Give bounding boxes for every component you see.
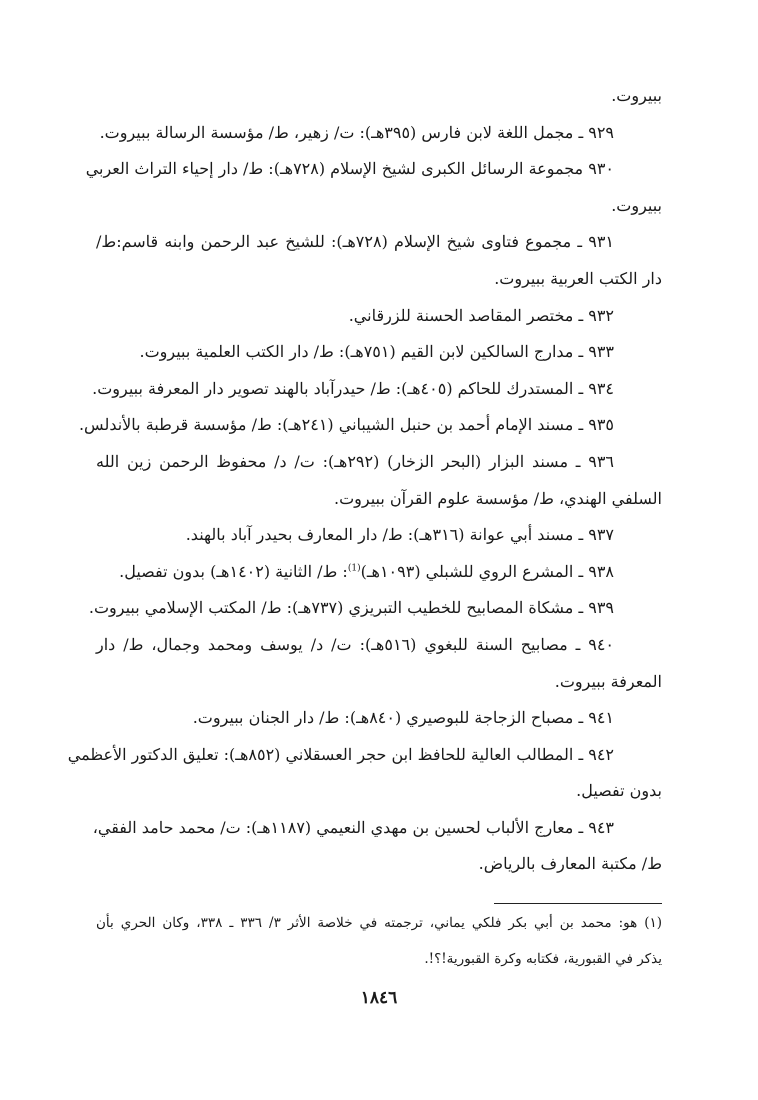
entry-line	[96, 444, 662, 481]
entry-line	[92, 371, 662, 408]
footnote-line	[96, 941, 662, 977]
entry-line	[96, 115, 662, 152]
entry-line	[92, 810, 662, 847]
entry-text: المعرفة ببيروت.	[554, 671, 662, 691]
entry-text: ط/ مكتبة المعارف بالرياض.	[478, 854, 662, 874]
entry-line	[96, 700, 662, 737]
entry-line	[88, 590, 662, 627]
page-number: ١٨٤٦	[360, 988, 398, 1008]
entry-line	[96, 773, 662, 810]
entry-line	[96, 261, 662, 298]
entry-text: ٩٣٨ ـ المشرع الروي للشبلي (١٠٩٣هـ)	[360, 561, 614, 581]
entry-line	[96, 334, 662, 371]
footnote-separator	[494, 903, 662, 904]
entry-text: ٩٣١ ـ مجموع فتاوى شيخ الإسلام (٧٢٨هـ): للشيخ عبد الرحمن وابنه قاسم:ط/	[96, 232, 615, 252]
entry-text: ٩٣٤ ـ المستدرك للحاكم (٤٠٥هـ): ط/ حيدرآباد بالهند تصوير دار المعرفة ببيروت.	[92, 378, 614, 398]
entry-text: ٩٤٣ ـ معارج الألباب لحسين بن مهدي النعيمي (١١٨٧هـ): ت/ محمد حامد الفقي،	[92, 817, 614, 837]
footnote-line	[96, 905, 662, 941]
entry-text: ٩٣٥ ـ مسند الإمام أحمد بن حنبل الشيباني (٢٤١هـ): ط/ مؤسسة قرطبة بالأندلس.	[78, 415, 614, 435]
entry-line	[96, 188, 662, 225]
entry-line	[85, 151, 662, 188]
entry-text: ٩٤٢ ـ المطالب العالية للحافظ ابن حجر العسقلاني (٨٥٢هـ): تعليق الدكتور الأعظمي	[67, 744, 614, 764]
footnote-text: (١) هو: محمد بن أبي بكر فلكي يماني، ترجمته في خلاصة الأثر ٣/ ٣٣٦ ـ ٣٣٨، وكان الحري بأن	[96, 915, 663, 931]
footnotes	[96, 905, 662, 977]
entry-line	[96, 517, 662, 554]
entry-line	[96, 664, 662, 701]
bibliography-list	[67, 78, 662, 883]
entry-line	[67, 737, 662, 774]
entry-text: ٩٤١ ـ مصباح الزجاجة للبوصيري (٨٤٠هـ): ط/ دار الجنان ببيروت.	[192, 708, 614, 728]
entry-line	[78, 407, 662, 444]
entry-text: ٩٣٢ ـ مختصر المقاصد الحسنة للزرقاني.	[348, 305, 614, 325]
entry-line	[96, 846, 662, 883]
entry-text: ٩٤٠ ـ مصابيح السنة للبغوي (٥١٦هـ): ت/ د/ يوسف ومحمد وجمال، ط/ دار	[96, 634, 615, 654]
entry-line	[96, 224, 662, 261]
entry-line	[96, 481, 662, 518]
entry-text: ٩٣٦ ـ مسند البزار (البحر الزخار) (٢٩٢هـ): ت/ د/ محفوظ الرحمن زين الله	[96, 451, 614, 471]
entry-text: ببيروت.	[611, 195, 662, 215]
entry-text: ٩٣٣ ـ مدارج السالكين لابن القيم (٧٥١هـ): ط/ دار الكتب العلمية ببيروت.	[139, 342, 614, 362]
entry-line	[96, 627, 662, 664]
entry-text: ٩٣٩ ـ مشكاة المصابيح للخطيب التبريزي (٧٣٧هـ): ط/ المكتب الإسلامي ببيروت.	[88, 598, 614, 618]
entry-text: ٩٣٠ مجموعة الرسائل الكبرى لشيخ الإسلام (٧٢٨هـ): ط/ دار إحياء التراث العربي	[85, 159, 614, 179]
footnote-marker[interactable]: (1)	[347, 563, 361, 574]
entry-line	[96, 554, 662, 591]
entry-text: دار الكتب العربية ببيروت.	[494, 268, 662, 288]
footnote-text: يذكر في القبورية، فكتابه وكرة القبورية!؟!.	[424, 951, 662, 967]
entry-text: السلفي الهندي، ط/ مؤسسة علوم القرآن ببيروت.	[334, 488, 662, 508]
entry-text: بدون تفصيل.	[576, 781, 662, 801]
entry-line	[96, 298, 662, 335]
entry-text: ٩٣٧ ـ مسند أبي عوانة (٣١٦هـ): ط/ دار المعارف بحيدر آباد بالهند.	[185, 525, 614, 545]
entry-line	[96, 78, 662, 115]
entry-text-continued: : ط/ الثانية (١٤٠٢هـ) بدون تفصيل.	[119, 561, 348, 581]
entry-text: ببيروت.	[611, 86, 662, 105]
entry-text: ٩٢٩ ـ مجمل اللغة لابن فارس (٣٩٥هـ): ت/ زهير، ط/ مؤسسة الرسالة ببيروت.	[99, 122, 614, 142]
